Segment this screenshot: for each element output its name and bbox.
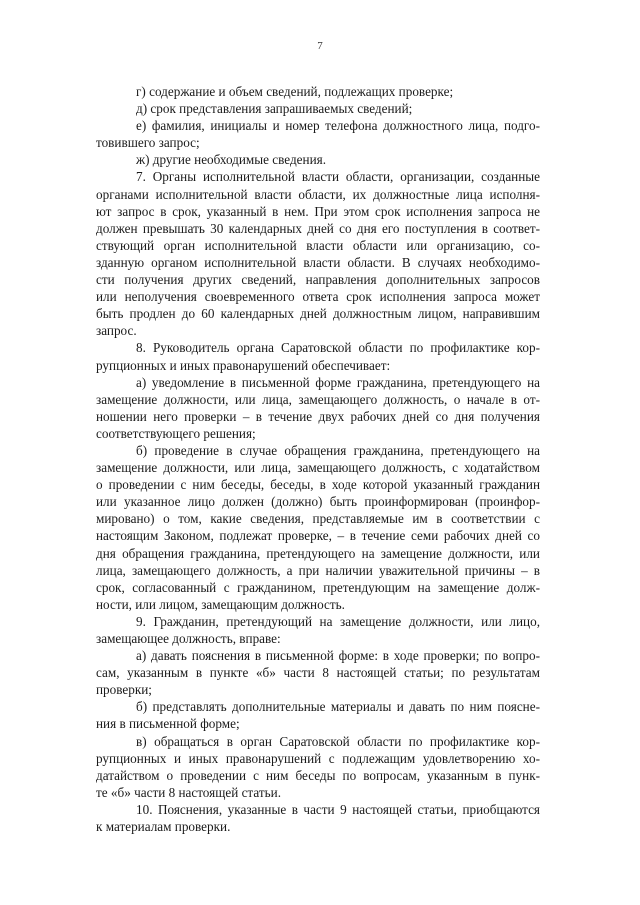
text-line: г) содержание и объем сведений, подлежащих проверке; <box>136 84 454 99</box>
clause-9 <box>96 613 540 647</box>
text-line: 8. Руководитель органа Саратовской области по профилактике кор- <box>136 340 540 356</box>
text-line: мировано) о том, какие сведения, представляемые им в соответствии с <box>96 511 540 527</box>
text-line: или неполучения своевременного ответа срок исполнения запроса может <box>96 289 540 305</box>
clause-10 <box>96 801 540 835</box>
text-line: д) срок представления запрашиваемых сведений; <box>136 101 413 117</box>
text-line: срок, согласованный с гражданином, претендующим на замещение долж- <box>96 579 540 595</box>
text-line: ствующий орган исполнительной власти области или организацию, со- <box>96 237 540 253</box>
clause-9b <box>96 698 540 732</box>
text-line: о проведении с ним беседы, беседы, в ходе которой указанный гражданин <box>96 477 540 493</box>
list-item-e <box>96 117 540 151</box>
text-line: дня обращения гражданина, претендующего на замещение должности, или <box>96 545 540 561</box>
text-line: сти получения других сведений, направления дополнительных запросов <box>96 272 540 288</box>
text-line: 9. Гражданин, претендующий на замещение должности, или лицо, <box>136 613 540 629</box>
text-line: ж) другие необходимые сведения. <box>136 152 327 168</box>
clause-8 <box>96 339 540 373</box>
list-item-zh <box>96 151 540 168</box>
text-line: замещение должности, или лица, замещающего должность, с ходатайством <box>96 460 540 476</box>
text-line: товившего запрос; <box>96 135 200 151</box>
text-line: или указанное лицо должен (должно) быть проинформирован (проинфор- <box>96 494 540 510</box>
clause-8b <box>96 442 540 613</box>
clause-7 <box>96 168 540 339</box>
text-line: а) давать пояснения в письменной форме: в ходе проверки; по вопро- <box>136 648 540 664</box>
text-line: рупционных и иных правонарушений с подлежащим удовлетворению хо- <box>96 750 540 766</box>
text-line: е) фамилия, инициалы и номер телефона должностного лица, подго- <box>136 118 540 134</box>
text-line: соответствующего решения; <box>96 425 256 441</box>
list-item-d <box>96 100 540 117</box>
clause-9v <box>96 733 540 801</box>
text-line: датайством о проведении с ним беседы по вопросам, указанным в пунк- <box>96 767 540 783</box>
text-line: в) обращаться в орган Саратовской области по профилактике кор- <box>136 733 540 749</box>
text-line: ношении него проверки – в течение двух рабочих дней со дня получения <box>96 408 540 424</box>
document-body <box>96 83 540 835</box>
text-line: зданную органом исполнительной власти области. В случаях необходимо- <box>96 254 540 270</box>
text-line: запрос. <box>96 323 137 339</box>
text-line: сам, указанным в пункте «б» части 8 настоящей статьи; по результатам <box>96 665 540 681</box>
text-line: 7. Органы исполнительной власти области, организации, созданные <box>136 169 540 185</box>
text-line: рупционных и иных правонарушений обеспечивает: <box>96 357 391 373</box>
text-line: ют запрос в срок, указанный в нем. При этом срок исполнения запроса не <box>96 203 540 219</box>
list-item-g <box>96 83 540 100</box>
text-line: замещающее должность, вправе: <box>96 631 281 646</box>
text-line: ности, или лицом, замещающим должность. <box>96 596 345 612</box>
text-line: быть продлен до 60 календарных дней должностным лицом, направившим <box>96 306 540 322</box>
text-line: б) представлять дополнительные материалы и давать по ним поясне- <box>136 699 540 715</box>
text-line: должен превышать 30 календарных дней со дня его поступления в соответ- <box>96 220 540 236</box>
clause-9a <box>96 647 540 698</box>
page-number: 7 <box>317 40 323 52</box>
text-line: те «б» части 8 настоящей статьи. <box>96 784 281 800</box>
text-line: проверки; <box>96 682 152 698</box>
text-line: 10. Пояснения, указанные в части 9 настоящей статьи, приобщаются <box>136 801 540 817</box>
text-line: замещение должности, или лица, замещающего должность, о начале в от- <box>96 391 540 407</box>
clause-8a <box>96 374 540 442</box>
text-line: лица, замещающего должность, а при наличии уважительной причины – в <box>96 562 540 578</box>
text-line: настоящим Законом, подлежат проверке, – в течение семи рабочих дней со <box>96 528 540 544</box>
text-line: ния в письменной форме; <box>96 716 240 732</box>
text-line: б) проведение в случае обращения гражданина, претендующего на <box>136 442 540 458</box>
text-line: а) уведомление в письменной форме гражданина, претендующего на <box>136 374 540 390</box>
text-line: органами исполнительной власти области, их должностные лица исполня- <box>96 186 540 202</box>
text-line: к материалам проверки. <box>96 819 231 835</box>
